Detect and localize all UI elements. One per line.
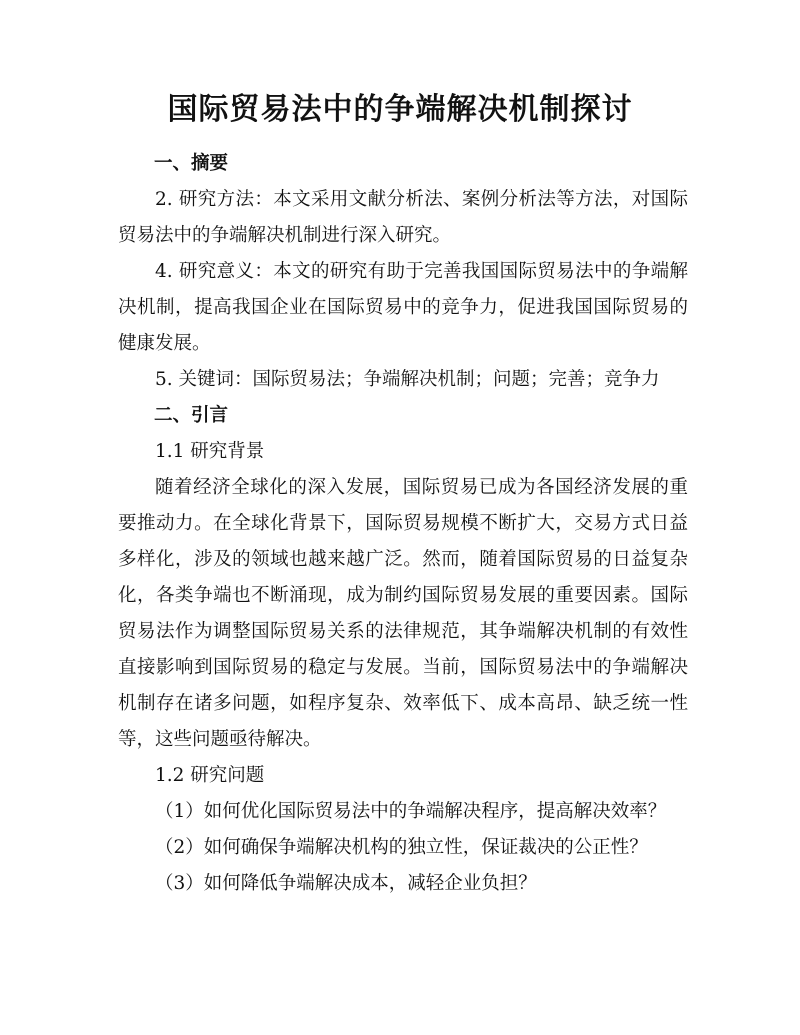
section-heading-abstract: 一、摘要 (154, 153, 229, 174)
section-heading-introduction: 二、引言 (154, 405, 229, 426)
subheading-research-questions: 1.2 研究问题 (155, 765, 265, 786)
research-question-3: （3）如何降低争端解决成本，减轻企业负担？ (155, 873, 537, 894)
document-body (118, 146, 688, 902)
paragraph-research-method: 2. 研究方法：本文采用文献分析法、案例分析法等方法，对国际贸易法中的争端解决机制进行深入研究。 (118, 189, 688, 246)
research-question-1: （1）如何优化国际贸易法中的争端解决程序，提高解决效率？ (155, 801, 667, 822)
subheading-research-background: 1.1 研究背景 (155, 441, 265, 462)
research-question-2: （2）如何确保争端解决机构的独立性，保证裁决的公正性？ (155, 837, 648, 858)
paragraph-research-significance: 4. 研究意义：本文的研究有助于完善我国国际贸易法中的争端解决机制，提高我国企业在国际贸易中的竞争力，促进我国国际贸易的健康发展。 (118, 261, 688, 354)
paragraph-keywords: 5. 关键词：国际贸易法；争端解决机制；问题；完善；竞争力 (155, 369, 660, 390)
document-title: 国际贸易法中的争端解决机制探讨 (167, 92, 633, 127)
paragraph-background: 随着经济全球化的深入发展，国际贸易已成为各国经济发展的重要推动力。在全球化背景下，国际贸易规模不断扩大，交易方式日益多样化，涉及的领域也越来越广泛。然而，随着国际贸易的日益复杂化，各类争端也不断涌现，成为制约国际贸易发展的重要因素。国际贸易法作为调整国际贸易关系的法律规范，其争端解决机制的有效性直接影响到国际贸易的稳定与发展。当前，国际贸易法中的争端解决机制存在诸多问题，如程序复杂、效率低下、成本高昂、缺乏统一性等，这些问题亟待解决。 (118, 477, 688, 750)
